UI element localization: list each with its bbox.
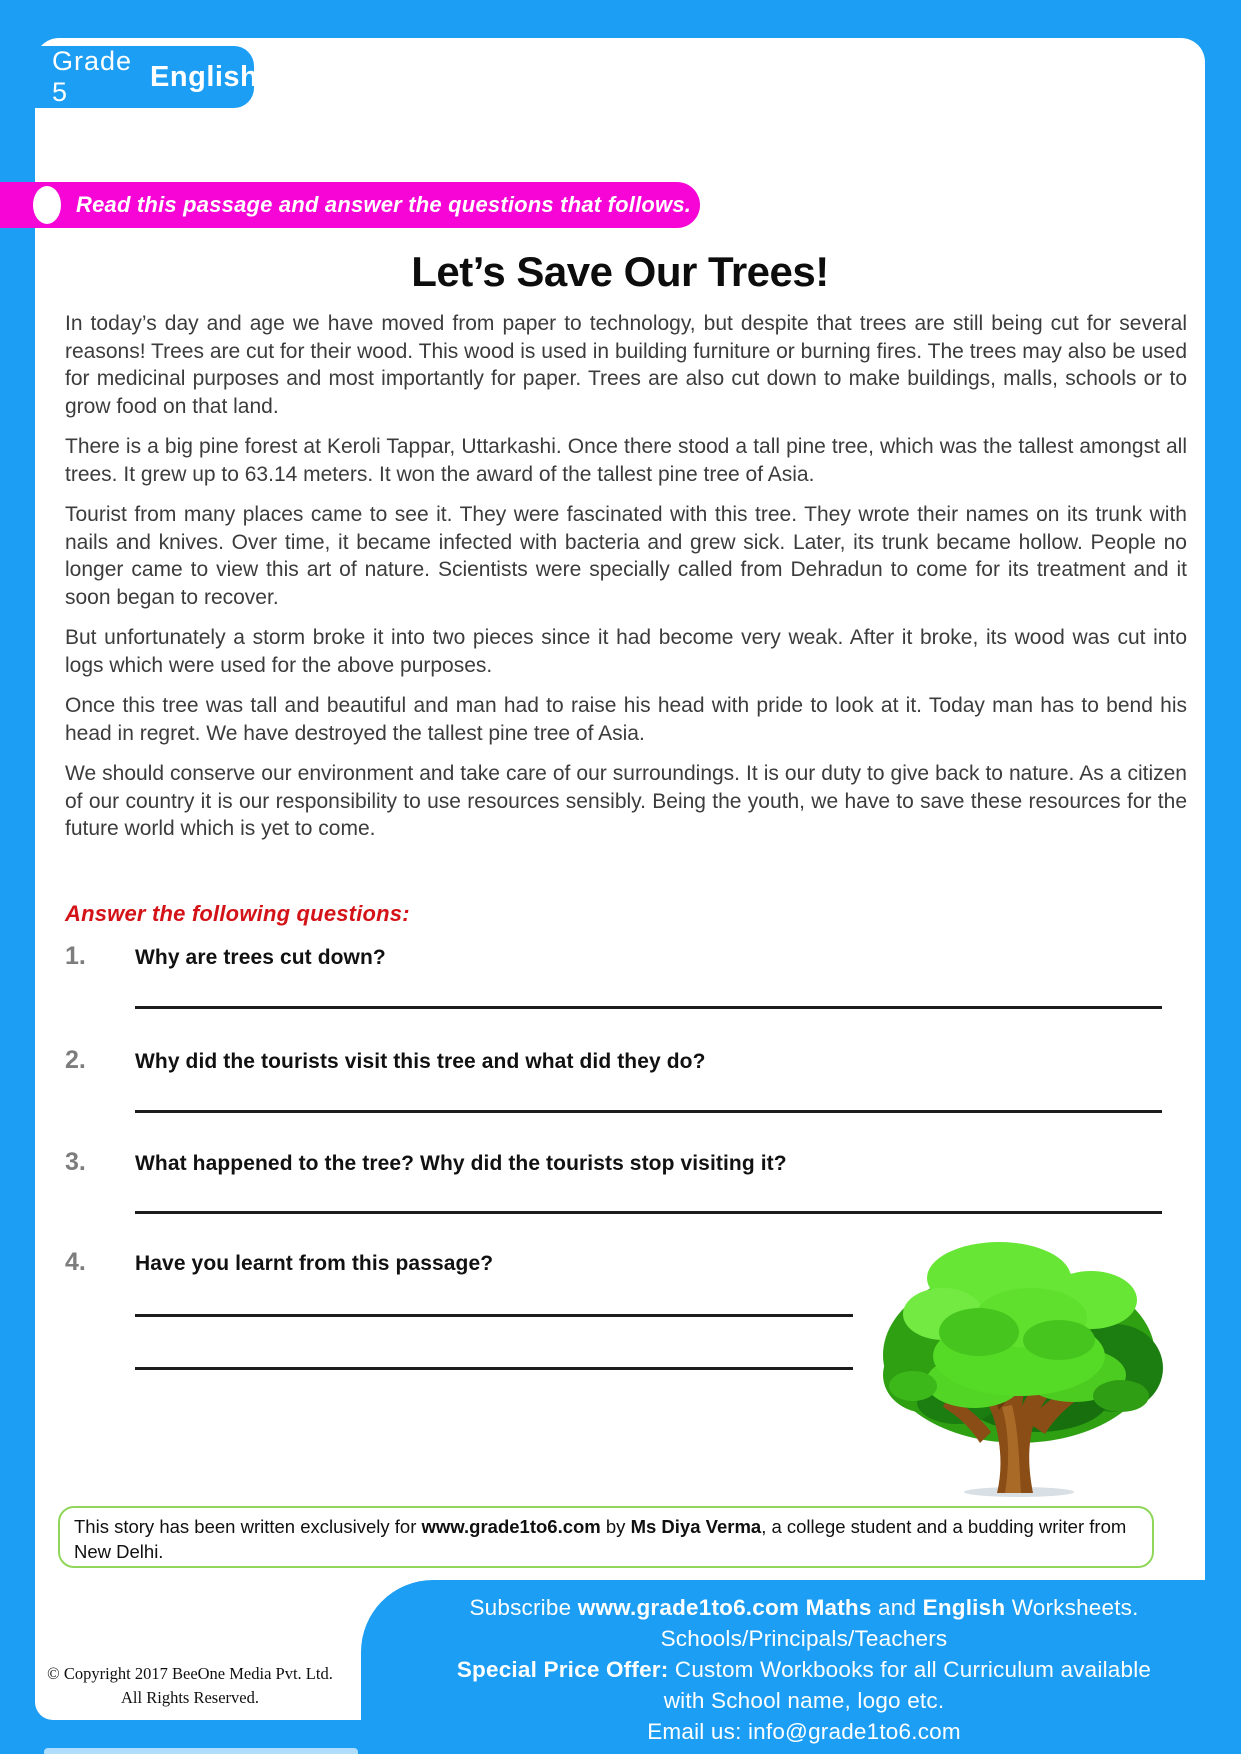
paragraph: In today’s day and age we have moved from paper to technology, but despite that trees are still being cut for several reasons! Trees are cut for their wood. This wood is used in building furniture or burning fires. The trees may also be used for medicinal purposes and most importantly for paper. Trees are also cut down to make buildings, malls, schools or to grow food on that land. <box>65 312 1187 418</box>
question-item-1 <box>65 942 386 971</box>
note-text: by <box>600 1516 631 1537</box>
question-text: Why did the tourists visit this tree and what did they do? <box>135 1050 706 1073</box>
footer-line-1 <box>380 1592 1228 1623</box>
grade-label: Grade 5 <box>52 46 133 107</box>
footer-english: English <box>922 1595 1006 1620</box>
instruction-text: Read this passage and answer the questions that follows. <box>76 192 692 217</box>
question-item-4 <box>65 1248 493 1277</box>
subject-label: English <box>150 60 259 93</box>
question-text: Have you learnt from this passage? <box>135 1252 494 1275</box>
answer-line-q2[interactable] <box>135 1110 1162 1113</box>
passage <box>65 310 1187 895</box>
copyright-line-1: © Copyright 2017 BeeOne Media Pvt. Ltd. <box>47 1664 333 1683</box>
question-item-3 <box>65 1148 787 1177</box>
footer-line-2: Schools/Principals/Teachers <box>660 1626 948 1651</box>
page-bottom-strip <box>44 1748 358 1754</box>
footer-line-4: with School name, logo etc. <box>663 1688 945 1713</box>
paragraph: There is a big pine forest at Keroli Tappar, Uttarkashi. Once there stood a tall pine tree, which was the tallest amongst all trees. It grew up to 63.14 meters. It won the award of the tallest pine tree of Asia. <box>65 435 1187 486</box>
footer-subscribe: Subscribe <box>469 1595 578 1620</box>
instruction-banner <box>0 182 700 228</box>
passage-title: Let’s Save Our Trees! <box>411 248 829 295</box>
note-site: www.grade1to6.com <box>421 1516 601 1537</box>
copyright-notice <box>40 1662 340 1710</box>
question-number: 3. <box>65 1148 86 1176</box>
question-item-2 <box>65 1046 706 1075</box>
answer-line-q4-b[interactable] <box>135 1367 853 1370</box>
paragraph: We should conserve our environment and take care of our surroundings. It is our duty to give back to nature. As a citizen of our country it is our responsibility to use resources sensibly. Being the youth, we have to save these resources for the future world which is yet to come. <box>65 762 1187 840</box>
note-author: Ms Diya Verma <box>630 1516 762 1537</box>
question-number: 1. <box>65 942 86 970</box>
author-note <box>58 1506 1154 1568</box>
paragraph: But unfortunately a storm broke it into two pieces since it had become very weak. After it broke, its wood was cut into logs which were used for the above purposes. <box>65 626 1187 677</box>
question-text: Why are trees cut down? <box>135 946 386 969</box>
question-text: What happened to the tree? Why did the tourists stop visiting it? <box>135 1152 787 1175</box>
answer-line-q1[interactable] <box>135 1006 1162 1009</box>
answer-line-q4-a[interactable] <box>135 1314 853 1317</box>
bullet-oval-icon <box>33 186 61 224</box>
copyright-line-2: All Rights Reserved. <box>121 1688 259 1707</box>
footer-worksheets: Worksheets. <box>1005 1595 1139 1620</box>
grade-badge <box>30 46 259 108</box>
questions-heading: Answer the following questions: <box>65 901 410 926</box>
paragraph: Tourist from many places came to see it. They were fascinated with this tree. They wrote their names on its trunk with nails and knives. Over time, it became infected with bacteria and grew sick. Later, its trunk became hollow. People no longer came to view this art of nature. Scientists were specially called from Dehradun to come for its treatment and it soon began to recover. <box>65 503 1187 609</box>
footer-offer-label: Special Price Offer: <box>456 1657 669 1682</box>
footer-line-3 <box>380 1654 1228 1685</box>
note-text: This story has been written exclusively for <box>74 1516 422 1537</box>
footer-text <box>380 1592 1228 1747</box>
paragraph: Once this tree was tall and beautiful and man had to raise his head with pride to look at it. Today man has to bend his head in regret. We have destroyed the tallest pine tree of Asia. <box>65 694 1187 745</box>
tree-illustration <box>868 1210 1170 1500</box>
footer-offer-text: Custom Workbooks for all Curriculum available <box>668 1657 1152 1682</box>
footer-site-link: www.grade1to6.com Maths <box>577 1595 872 1620</box>
question-number: 2. <box>65 1046 86 1074</box>
question-number: 4. <box>65 1248 86 1276</box>
footer-and: and <box>871 1595 923 1620</box>
footer-line-5: Email us: info@grade1to6.com <box>647 1719 961 1744</box>
note-text: , a college student and a budding writer from New Delhi. <box>74 1516 1127 1562</box>
